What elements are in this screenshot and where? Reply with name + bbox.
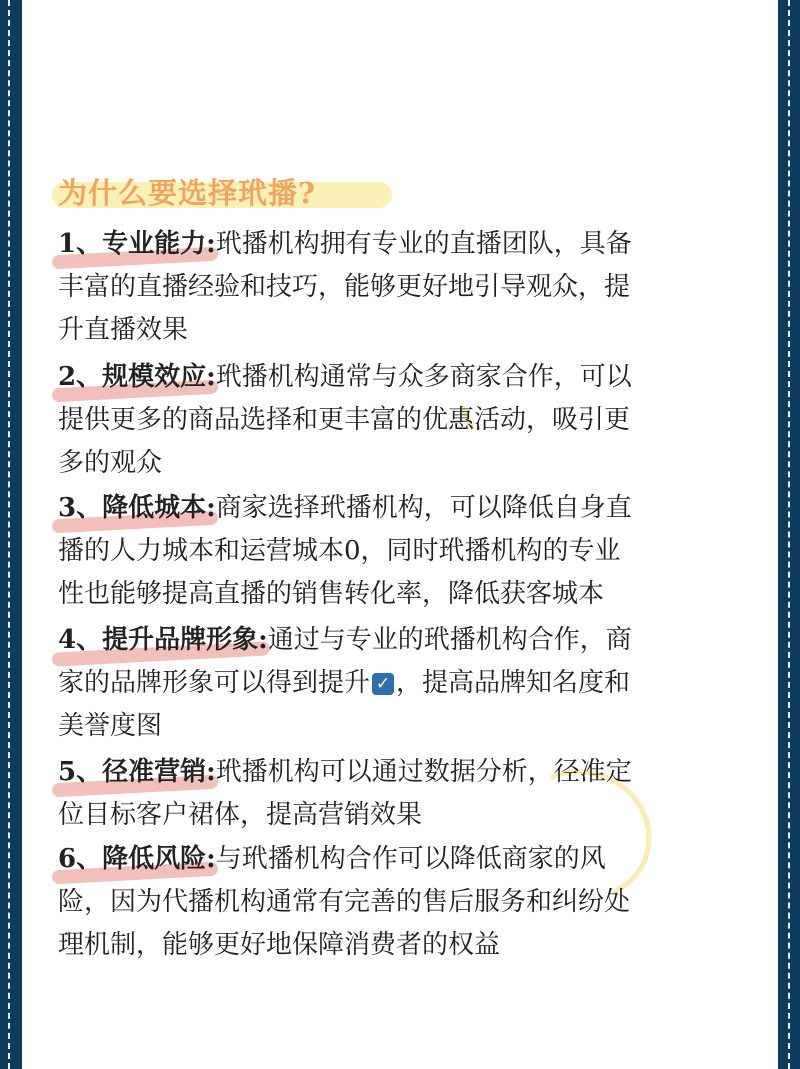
list-item [58,751,708,837]
item-line [58,662,708,705]
item-text: 玳播机构可以通过数据分析，径准定 [215,757,632,787]
item-text: 理机制，能够更好地保障消费者的权益 [58,930,501,960]
item-text: 多的观众 [58,448,163,478]
item-heading: 1、专业能力: [58,229,216,259]
list-item [58,487,708,616]
item-heading: 2、规模效应: [58,362,216,392]
item-text: 玳播机构通常与众多商家合作，可以 [215,362,632,392]
list-item [58,223,708,352]
item-line [58,356,708,399]
item-text: 险，因为代播机构通常有完善的售后服务和纠纷处 [58,887,631,917]
item-heading: 3、降低城本: [58,493,216,523]
list-item [58,619,708,748]
page-title: 为什么要选择玳播? [58,176,316,210]
item-heading: 4、提升品牌形象: [58,625,268,655]
item-text: 家的品牌形象可以得到提升 [58,668,371,698]
item-text: 商家选择玳播机构，可以降低自身直 [215,493,632,523]
item-text: 升直播效果 [58,315,189,345]
list-item [58,838,708,967]
stitch-border-right [788,0,790,1069]
item-line [58,838,708,881]
item-text: 提供更多的商品选择和更丰富的优惠活动，吸引更 [58,405,631,435]
stitch-border-left [8,0,10,1069]
item-text: 丰富的直播经验和技巧，能够更好地引导观众，提 [58,272,631,302]
item-line [58,619,708,662]
item-heading: 6、降低风险: [58,844,216,874]
item-heading: 5、径准营销: [58,757,216,787]
item-text: 玳播机构拥有专业的直播团队，具备 [215,229,632,259]
item-text: 播的人力城本和运营城本0，同时玳播机构的专业 [58,536,621,566]
item-text: 与玳播机构合作可以降低商家的风 [215,844,606,874]
item-line [58,751,708,794]
item-line [58,487,708,530]
item-text: 通过与专业的玳播机构合作，商 [267,625,632,655]
check-box-icon: ✓ [372,673,394,695]
list-item [58,356,708,485]
item-text: ，提高品牌知名度和 [396,668,631,698]
item-line [58,223,708,266]
item-text: 性也能够提高直播的销售转化率，降低获客城本 [58,579,605,609]
item-text: 位目标客户裙体，提高营销效果 [58,800,423,830]
item-text: 美誉度图 [58,711,163,741]
